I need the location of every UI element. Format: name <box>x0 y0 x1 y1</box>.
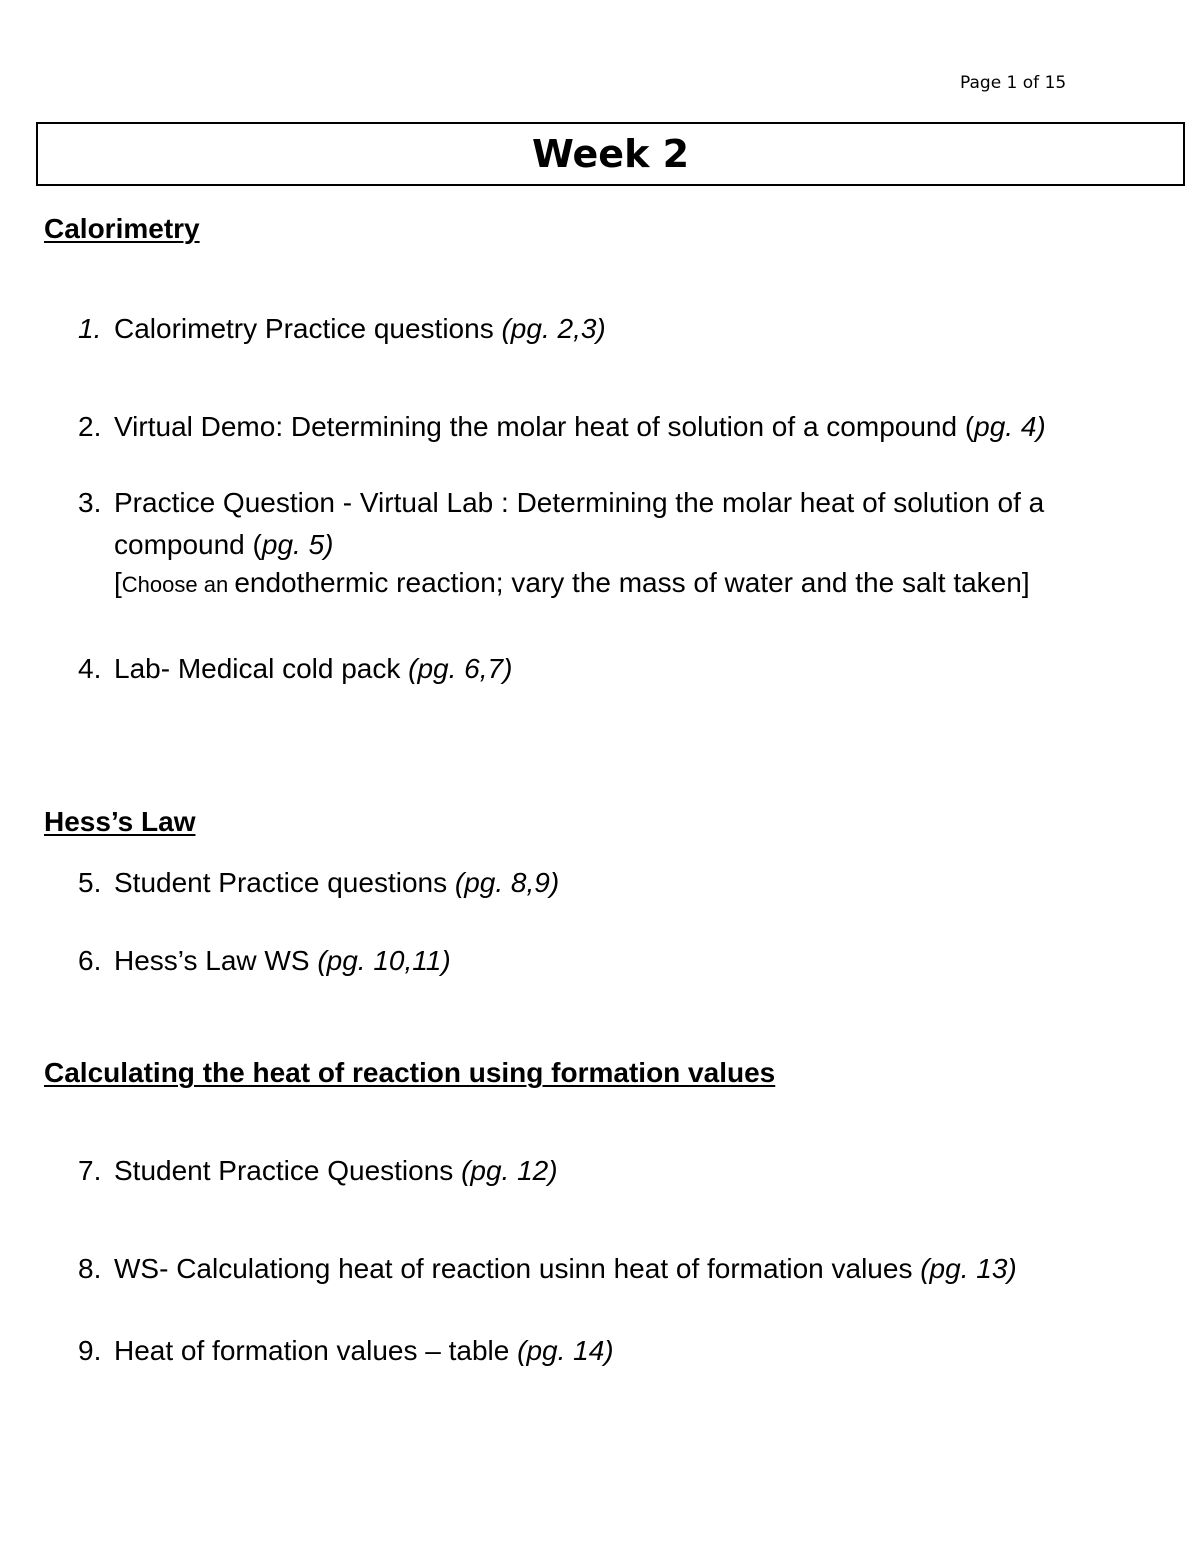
note-small-text: Choose an <box>121 572 235 597</box>
page-reference: (pg. 2,3) <box>501 313 606 344</box>
item-number: 5. <box>78 867 102 898</box>
list-item <box>78 406 1046 448</box>
list-item <box>78 1248 1017 1290</box>
item-number: 1. <box>78 313 102 344</box>
item-text: Calorimetry Practice questions <box>114 313 502 344</box>
page-reference: (pg. 13) <box>920 1253 1017 1284</box>
item-number: 3. <box>78 487 102 518</box>
item-number: 7. <box>78 1155 102 1186</box>
list-item <box>78 648 512 690</box>
list-item <box>78 940 451 982</box>
section-heading-calorimetry: Calorimetry <box>44 213 200 244</box>
note-text: endothermic reaction; vary the mass of water and the salt taken] <box>234 567 1030 598</box>
page-reference: (pg. 8,9) <box>454 867 560 898</box>
page-reference: (pg. 14) <box>517 1335 614 1366</box>
page-number: Page 1 of 15 <box>960 73 1067 93</box>
item-note <box>78 562 1044 606</box>
page-reference: pg. 5) <box>261 529 334 560</box>
list-item <box>78 482 1044 606</box>
item-number: 6. <box>78 945 102 976</box>
note-bracket: [ <box>114 567 122 598</box>
item-number: 2. <box>78 411 102 442</box>
list-item <box>78 1150 558 1192</box>
item-text: Hess’s Law WS <box>114 945 318 976</box>
list-item <box>78 308 606 350</box>
item-text: Practice Question - Virtual Lab : Determining the molar heat of solution of a <box>114 487 1045 518</box>
list-item <box>78 1330 614 1372</box>
list-item <box>78 862 559 904</box>
page-reference: pg. 4) <box>974 411 1046 442</box>
item-text: WS- Calculationg heat of reaction usinn heat of formation values <box>114 1253 921 1284</box>
page-reference: (pg. 6,7) <box>408 653 513 684</box>
item-number: 9. <box>78 1335 102 1366</box>
item-text: Student Practice questions <box>114 867 455 898</box>
title-box <box>36 122 1185 186</box>
page-title: Week 2 <box>531 132 690 176</box>
item-continuation <box>78 524 1044 566</box>
item-text: compound ( <box>114 529 262 560</box>
item-text: Student Practice Questions <box>114 1155 462 1186</box>
section-heading-formation: Calculating the heat of reaction using formation values <box>44 1057 776 1088</box>
page-reference: (pg. 12) <box>461 1155 558 1186</box>
item-text: Virtual Demo: Determining the molar heat of solution of a compound ( <box>114 411 975 442</box>
item-text: Heat of formation values – table <box>114 1335 518 1366</box>
item-number: 4. <box>78 653 102 684</box>
item-number: 8. <box>78 1253 102 1284</box>
item-text: Lab- Medical cold pack <box>114 653 409 684</box>
section-heading-hess: Hess’s Law <box>44 806 196 837</box>
page-reference: (pg. 10,11) <box>317 945 451 976</box>
